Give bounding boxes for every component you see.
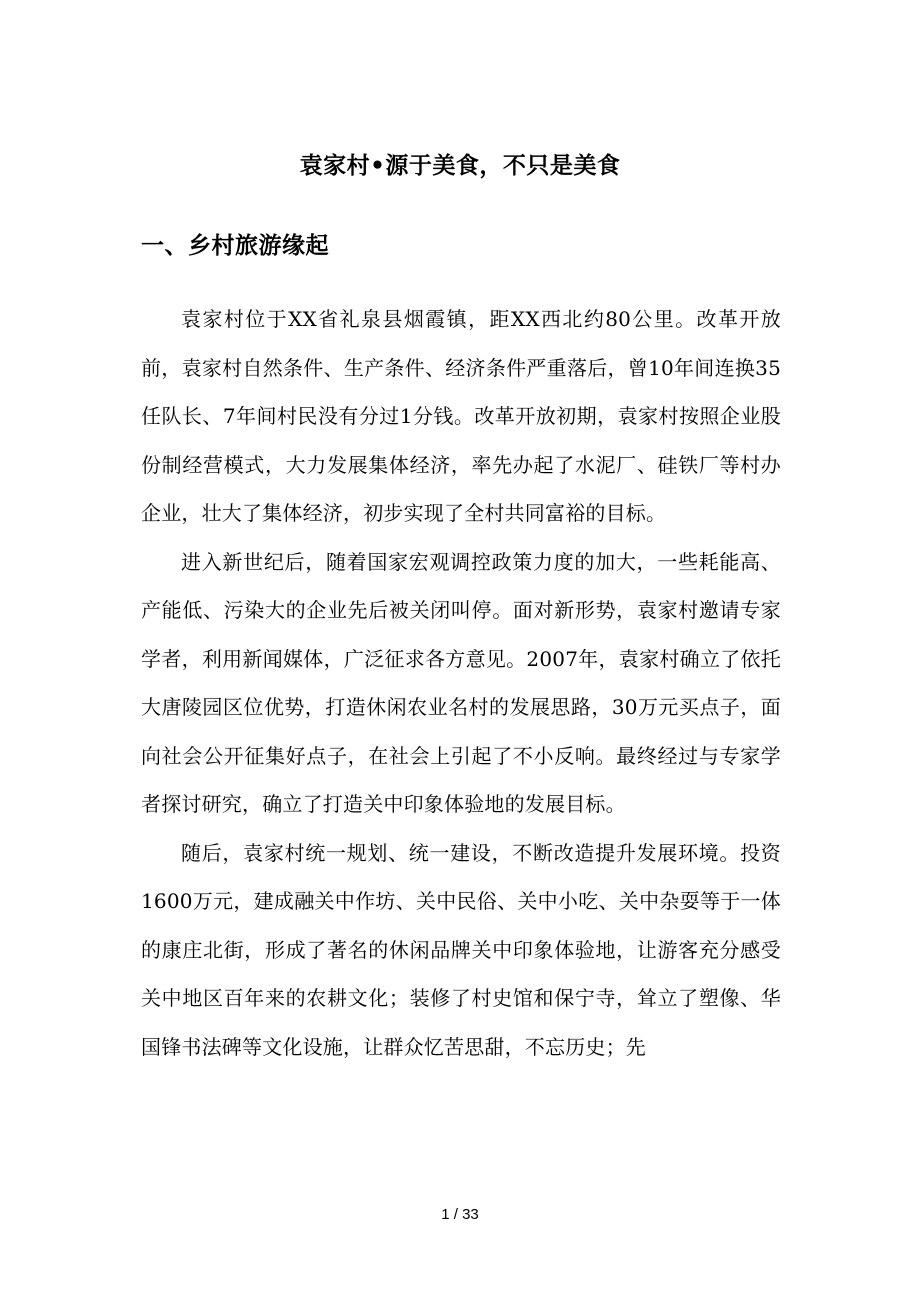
section-heading: 一、乡村旅游缘起 [141,233,329,259]
body-text [141,295,781,1071]
paragraph-3: 随后，袁家村统一规划、统一建设，不断改造提升发展环境。投资1600万元，建成融关中作坊、关中民俗、关中小吃、关中杂耍等于一体的康庄北街，形成了著名的休闲品牌关中印象体验地，让游客充分感受关中地区百年来的农耕文化；装修了村史馆和保宁寺，耸立了塑像、华国锋书法碑等文化设施，让群众忆苦思甜，不忘历史；先 [141,840,781,1059]
paragraph-2: 进入新世纪后，随着国家宏观调控政策力度的加大，一些耗能高、产能低、污染大的企业先后被关闭叫停。面对新形势，袁家村邀请专家学者，利用新闻媒体，广泛征求各方意见。2007年，袁家村确立了依托大唐陵园区位优势，打造休闲农业名村的发展思路，30万元买点子，面向社会公开征集好点子，在社会上引起了不小反响。最终经过与专家学者探讨研究，确立了打造关中印象体验地的发展目标。 [141,549,781,816]
paragraph-1: 袁家村位于XX省礼泉县烟霞镇，距XX西北约80公里。改革开放前，袁家村自然条件、生产条件、经济条件严重落后，曾10年间连换35任队长、7年间村民没有分过1分钱。改革开放初期，袁家村按照企业股份制经营模式，大力发展集体经济，率先办起了水泥厂、硅铁厂等村办企业，壮大了集体经济，初步实现了全村共同富裕的目标。 [141,307,781,525]
document-title: 袁家村•源于美食，不只是美食 [299,153,621,179]
page-number: 1 / 33 [441,1206,479,1223]
